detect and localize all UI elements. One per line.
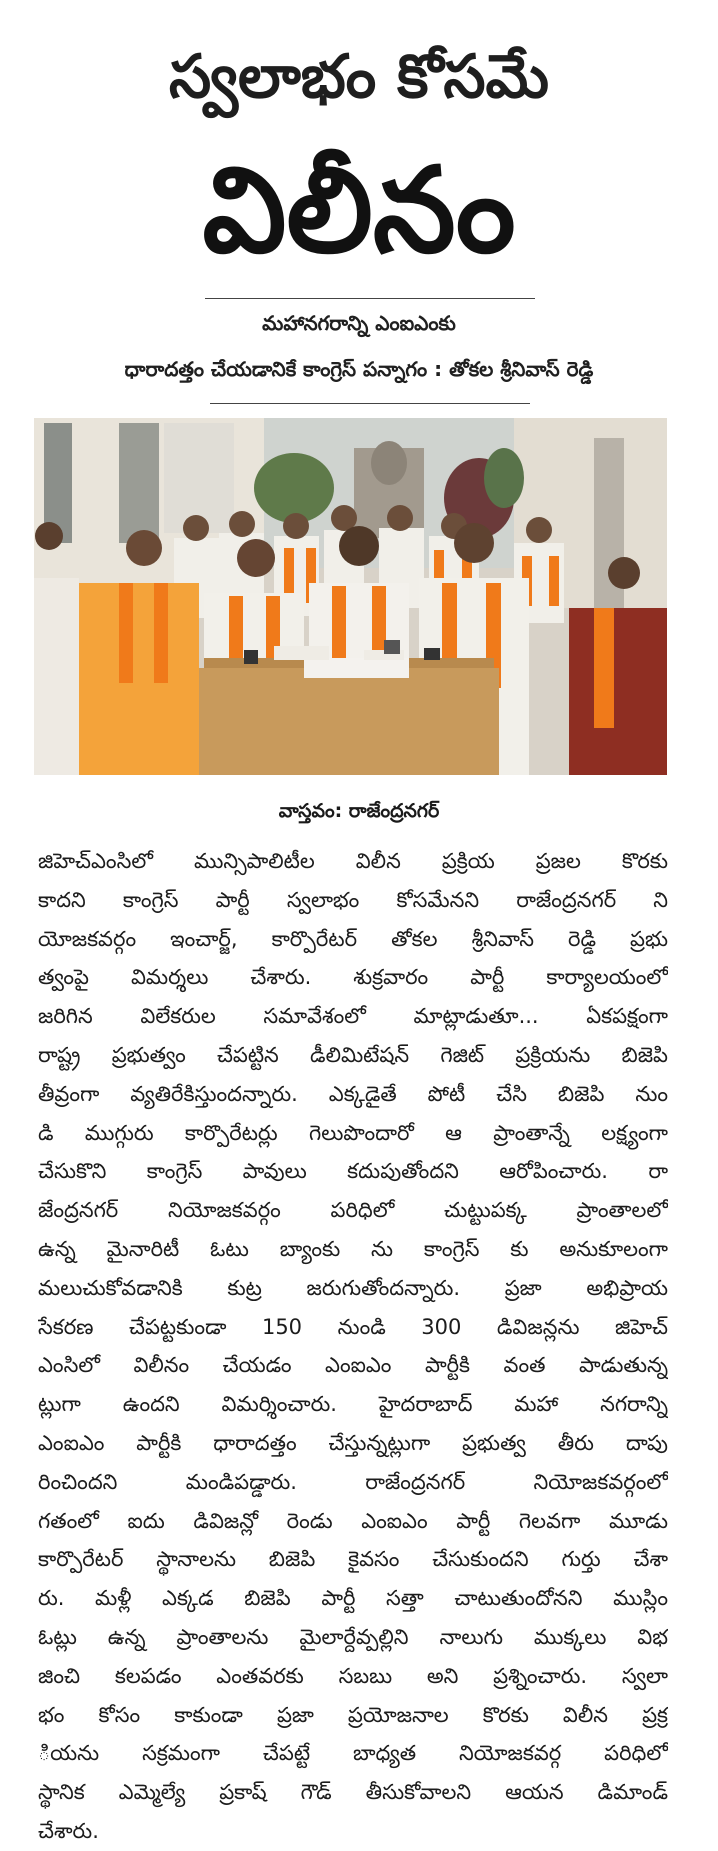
article-line: స్థానిక ఎమ్మెల్యే ప్రకాష్ గౌడ్ తీసుకోవాలని ఆయన డిమాండ్ [38, 1780, 668, 1805]
article-line: చేసుకొని కాంగ్రెస్ పావులు కదుపుతోందని ఆరోపించారు. రా [38, 1159, 668, 1184]
article-line: ట్లుగా ఉందని విమర్శించారు. హైదరాబాద్ మహా నగరాన్ని [38, 1392, 668, 1417]
article-line: త్వంపై విమర్శలు చేశారు. శుక్రవారం పార్టీ కార్యాలయంలో [38, 965, 668, 990]
headline-kicker: స్వలాభం కోసమే [169, 42, 549, 112]
article-line: డి ముగ్గురు కార్పొరేటర్లు గెలుపొందారో ఆ ప్రాంతాన్నే లక్ష్యంగా [38, 1120, 668, 1145]
article-line: ఉన్న మైనారిటీ ఓటు బ్యాంకు ను కాంగ్రెస్ కు అనుకూలంగా [38, 1236, 668, 1261]
article-line: గతంలో ఐదు డివిజన్లో రెండు ఎంఐఎం పార్టీ గెలవగా మూడు [38, 1508, 668, 1533]
divider-bottom [210, 403, 530, 404]
article-line: ియను సక్రమంగా చేపట్టే బాధ్యత నియోజకవర్గ పరిధిలో [38, 1741, 668, 1766]
article-line: సేకరణ చేపట్టకుండా 150 నుండి 300 డివిజన్లను జిహెచ్ [38, 1314, 668, 1339]
article-line: ఓట్లు ఉన్న ప్రాంతాలను మైలార్దేవ్పల్లిని నాలుగు ముక్కలు విభ [38, 1624, 668, 1649]
press-meet-photo [34, 418, 667, 775]
article-line: జించి కలపడం ఎంతవరకు సబబు అని ప్రశ్నించారు. స్వలా [38, 1663, 668, 1688]
subheadline-line-1: మహానగరాన్ని ఎంఐఎంకు [262, 311, 456, 335]
article-line: ఎంఐఎం పార్టీకి ధారాదత్తం చేస్తున్నట్లుగా ప్రభుత్వ తీరు దాపు [38, 1430, 668, 1455]
article-line: యోజకవర్గం ఇంచార్జ్, కార్పొరేటర్ తోకల శ్రీనివాస్ రెడ్డి ప్రభు [38, 926, 668, 951]
article-body [38, 842, 668, 1851]
article-line: ఎంసిలో విలీనం చేయడం ఎంఐఎం పార్టీకి వంత పాడుతున్న [38, 1353, 668, 1378]
article-line: భం కోసం కాకుండా ప్రజా ప్రయోజనాల కొరకు విలీన ప్రక్ర [38, 1702, 668, 1727]
article-line: జిహెచ్ఎంసిలో మున్సిపాలిటీల విలీన ప్రక్రియ ప్రజల కొరకు [38, 849, 668, 873]
dateline: వాస్తవం: రాజేంద్రనగర్ [278, 800, 440, 822]
article-line: రాష్ట్ర ప్రభుత్వం చేపట్టిన డీలిమిటేషన్ గెజిట్ ప్రక్రియను బిజెపి [38, 1042, 668, 1067]
article-line: చేశారు. [38, 1818, 99, 1843]
article-line: కాదని కాంగ్రెస్ పార్టీ స్వలాభం కోసమేనని రాజేంద్రనగర్ ని [38, 887, 668, 912]
article-line: జరిగిన విలేకరుల సమావేశంలో మాట్లాడుతూ... ఏకపక్షంగా [38, 1004, 668, 1029]
article-line: తీవ్రంగా వ్యతిరేకిస్తుందన్నారు. ఎక్కడైతే పోటీ చేసి బిజెపి నుం [38, 1081, 668, 1106]
divider-top [205, 298, 535, 299]
subheadline-line-2: ధారాదత్తం చేయడానికే కాంగ్రెస్ పన్నాగం : తోకల శ్రీనివాస్ రెడ్డి [124, 357, 594, 381]
article-line: కార్పొరేటర్ స్థానాలను బిజెపి కైవసం చేసుకుందని గుర్తు చేశా [38, 1547, 668, 1572]
article-line: మలుచుకోవడానికి కుట్ర జరుగుతోందన్నారు. ప్రజా అభిప్రాయ [38, 1275, 668, 1300]
article-line: రు. మళ్లీ ఎక్కడ బిజెపి పార్టీ సత్తా చాటుతుందోనని ముస్లిం [38, 1586, 668, 1611]
article-line: జేంద్రనగర్ నియోజకవర్గం పరిధిలో చుట్టుపక్క ప్రాంతాలలో [38, 1198, 668, 1223]
headline-main: విలీనం [202, 141, 516, 279]
article-line: రించిందని మండిపడ్డారు. రాజేంద్రనగర్ నియోజకవర్గంలో [38, 1469, 668, 1494]
